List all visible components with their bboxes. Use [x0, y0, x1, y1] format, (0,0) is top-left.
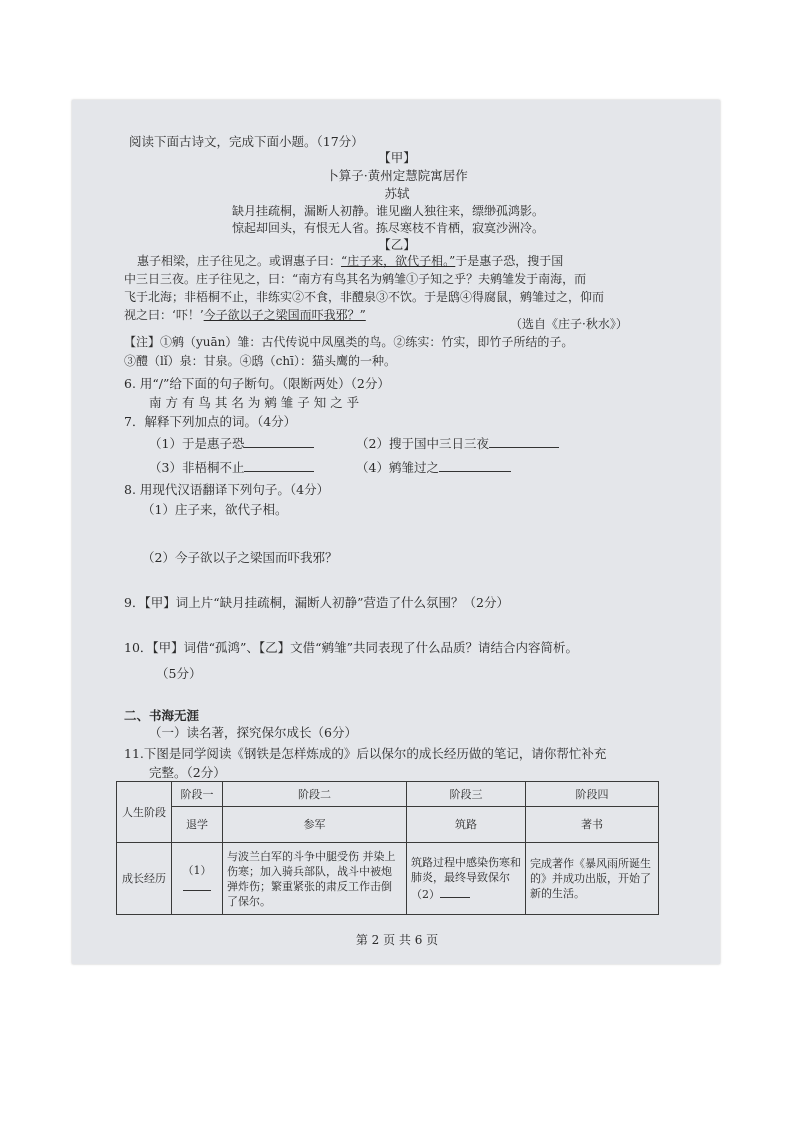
q7-item-1-text: （1）于是惠子恐	[149, 436, 245, 451]
page-number: 第 2 页 共 6 页	[355, 933, 439, 947]
prose-underlined-sentence-2: 今子欲以子之梁国而吓我邪？”	[203, 308, 366, 322]
q11-line-2: 完整。（2分）	[149, 765, 226, 780]
prose-line-1-c: 于是惠子恐，搜于国	[455, 254, 564, 268]
q10-line-2: （5分）	[156, 666, 202, 681]
table-row	[117, 782, 659, 807]
growth-notes-table	[116, 781, 659, 915]
poem-line-1: 缺月挂疏桐，漏断人初静。谁见幽人独往来，缥缈孤鸿影。	[232, 204, 545, 218]
prose-line-1	[137, 253, 563, 269]
prose-line-1-a: 惠子相梁，庄子往见之。或谓惠子曰：	[137, 254, 342, 268]
header-life-stage: 人生阶段	[117, 782, 172, 843]
q7-answer-blank-3[interactable]	[244, 459, 314, 472]
prose-line-4-a: 视之曰：‘吓！’	[124, 308, 204, 322]
stage-3-experience	[407, 843, 526, 915]
yi-marker: 【乙】	[378, 237, 416, 252]
stage-1-label: 退学	[172, 807, 223, 843]
q10-line-1: 10．【甲】词借“孤鸿”、【乙】文借“鹓雏”共同表现了什么品质？请结合内容简析。	[124, 640, 578, 655]
q7-item-4-text: （4）鹓雏过之	[356, 460, 439, 475]
q7-item-3	[149, 459, 314, 476]
reading-intro: 阅读下面古诗文，完成下面小题。（17分）	[129, 134, 364, 149]
notes-line-2: ③醴（lǐ）泉：甘泉。④鸱（chī）：猫头鹰的一种。	[124, 354, 396, 368]
q7-answer-blank-2[interactable]	[489, 435, 559, 448]
prose-line-4	[124, 307, 366, 323]
stage-3-experience-text: 筑路过程中感染伤寒和肺炎，最终导致保尔（2）	[411, 856, 521, 901]
table-row	[117, 807, 659, 843]
poem-title: 卜算子·黄州定慧院寓居作	[326, 168, 468, 183]
q8-prompt: 8. 用现代汉语翻译下列句子。（4分）	[124, 482, 330, 497]
q6-sentence: 南 方 有 鸟 其 名 为 鹓 雏 子 知 之 乎	[149, 395, 360, 410]
q7-item-3-text: （3）非梧桐不止	[149, 460, 245, 475]
header-stage-2: 阶段二	[223, 782, 407, 807]
stage-2-label: 参军	[223, 807, 407, 843]
jia-marker: 【甲】	[378, 150, 416, 165]
q6-prompt: 6. 用“/”给下面的句子断句。（限断两处）（2分）	[124, 376, 390, 391]
header-stage-3: 阶段三	[407, 782, 526, 807]
header-stage-4: 阶段四	[526, 782, 659, 807]
q7-item-4	[356, 459, 511, 476]
q9-prompt: 9．【甲】词上片“缺月挂疏桐，漏断人初静”营造了什么氛围？（2分）	[124, 595, 509, 610]
prose-line-2: 中三日三夜。庄子往见之，曰：“南方有鸟其名为鹓雏①子知之乎？夫鹓雏发于南海，而	[124, 272, 587, 286]
stage-2-experience: 与波兰白军的斗争中腿受伤 并染上伤寒；加入骑兵部队，战斗中被炮弹炸伤；繁重紧张的肃反工作击倒了保尔。	[223, 843, 407, 915]
poem-line-2: 惊起却回头，有恨无人省。拣尽寒枝不肯栖，寂寞沙洲冷。	[232, 221, 545, 235]
q8-item-2: （2）今子欲以子之梁国而吓我邪？	[142, 550, 338, 565]
q11-line-1: 11.下图是同学阅读《钢铁是怎样炼成的》后以保尔的成长经历做的笔记，请你帮忙补充	[124, 746, 607, 761]
q7-item-2-text: （2）搜于国中三日三夜	[356, 436, 489, 451]
q8-item-1: （1）庄子来，欲代子相。	[142, 502, 288, 517]
notes-line-1: 【注】①鹓（yuān）雏：古代传说中凤凰类的鸟。②练实：竹实，即竹子所结的子。	[124, 335, 574, 349]
section-2-subtitle: （一）读名著，探究保尔成长（6分）	[149, 725, 357, 740]
prose-source: （选自《庄子·秋水》）	[510, 317, 628, 331]
header-stage-1: 阶段一	[172, 782, 223, 807]
header-growth-experience: 成长经历	[117, 843, 172, 915]
q7-prompt: 7．解释下列加点的词。（4分）	[124, 414, 297, 429]
table-row	[117, 843, 659, 915]
q7-answer-blank-4[interactable]	[439, 459, 511, 472]
stage-1-experience-text: （1）	[182, 863, 212, 877]
section-2-title: 二、书海无涯	[124, 708, 200, 723]
table-answer-blank-1[interactable]	[183, 878, 211, 891]
stage-4-label: 著书	[526, 807, 659, 843]
table-answer-blank-2[interactable]	[440, 885, 470, 898]
stage-4-experience: 完成著作《暴风雨所诞生的》并成功出版，开始了新的生活。	[526, 843, 659, 915]
stage-3-label: 筑路	[407, 807, 526, 843]
stage-1-experience	[172, 843, 223, 915]
prose-underlined-sentence-1: “庄子来，欲代子相。”	[341, 254, 456, 268]
q7-answer-blank-1[interactable]	[244, 435, 314, 448]
prose-line-3: 飞于北海；非梧桐不止，非练实②不食，非醴泉③不饮。于是鸱④得腐鼠，鹓雏过之，仰而	[124, 290, 605, 304]
poem-author: 苏轼	[384, 186, 410, 201]
q7-item-1	[149, 435, 314, 452]
q7-item-2	[356, 435, 559, 452]
